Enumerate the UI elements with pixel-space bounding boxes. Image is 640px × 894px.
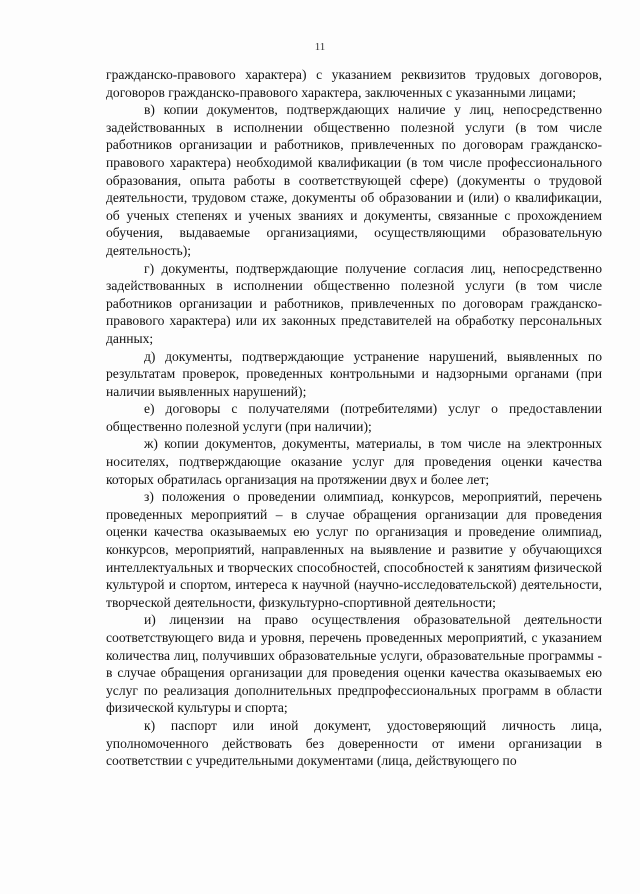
paragraph-item-g: г) документы, подтверждающие получение согласия лиц, непосредственно задействованных в исполнении общественно полезной услуги (в том числе работников организации и работников, привлеченных по договорам гражданско-правового характера) или их законных представителей на обработку персональных данных; (106, 260, 602, 346)
paragraph-item-k: к) паспорт или иной документ, удостоверяющий личность лица, уполномоченного действовать без доверенности от имени организации в соответствии с учредительными документами (лица, действующего по (106, 717, 602, 769)
paragraph-item-v: в) копии документов, подтверждающих наличие у лиц, непосредственно задействованных в исполнении общественно полезной услуги (в том числе работников организации и работников, привлеченных по договорам гражданско-правового характера) необходимой квалификации (в том числе профессионального образования, опыта работы в соответствующей сфере) (документы о трудовой деятельности, трудовом стаже, документы об образовании и (или) о квалификации, об ученых степенях и ученых званиях и документы, связанные с прохождением обучения, выдаваемые организациями, осуществляющими образовательную деятельность); (106, 102, 602, 258)
paragraph-item-zh: ж) копии документов, документы, материалы, в том числе на электронных носителях, подтверждающие оказание услуг для проведения оценки качества которых обратилась организация на протяжении двух и более лет; (106, 436, 602, 487)
paragraph-item-z: з) положения о проведении олимпиад, конкурсов, мероприятий, перечень проведенных мероприятий – в случае обращения организации для проведения оценки качества оказываемых ею услуг по организация и проведение олимпиад, конкурсов, мероприятий, направленных на выявление и развитие у обучающихся интеллектуальных и творческих способностей, способностей к занятиям физической культурой и спортом, интереса к научной (научно-исследовательской) деятельности, творческой деятельности, физкультурно-спортивной деятельности; (106, 489, 602, 610)
document-body (106, 66, 602, 770)
paragraph-item-i: и) лицензии на право осуществления образовательной деятельности соответствующего вида и уровня, перечень проведенных мероприятий, с указанием количества лиц, получивших образовательные услуги, образовательные программы - в случае обращения организации для проведения оценки качества оказываемых ею услуг по реализация дополнительных предпрофессиональных программ в области физической культуры и спорта; (106, 612, 602, 716)
paragraph-item-e: е) договоры с получателями (потребителями) услуг о предоставлении общественно полезной услуги (при наличии); (106, 401, 602, 434)
page-number: 11 (314, 41, 326, 53)
paragraph-continuation: гражданско-правового характера) с указанием реквизитов трудовых договоров, договоров гражданско-правового характера, заключенных с указанными лицами; (106, 67, 602, 100)
paragraph-item-d: д) документы, подтверждающие устранение нарушений, выявленных по результатам проверок, проведенных контрольными и надзорными органами (при наличии выявленных нарушений); (106, 348, 602, 399)
